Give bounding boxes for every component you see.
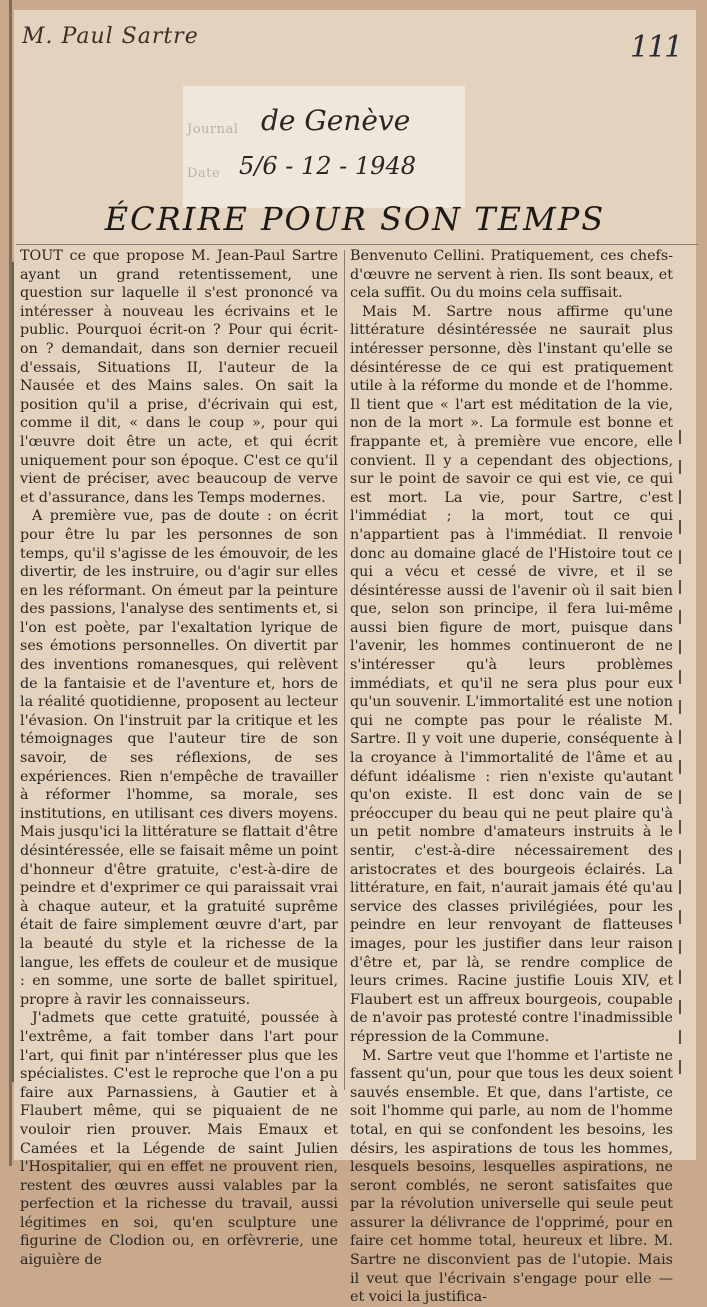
paragraph: M. Sartre veut que l'homme et l'artiste ne fassent qu'un, pour que tous les deux soient sauvés ensemble. Et que, dans l'artiste, ce soit l'homme qui parle, au nom de l'homme total, en qui se confondent les besoins, les désirs, les aspirations de tous les hommes, lesquels besoins, lesquelles aspirations, ne seront comblés, ne seront satisfaites que par la révolution universelle qui seule peut assurer la délivrance de l'opprimé, pour en faire cet homme total, heureux et libre. M. Sartre ne disconvient pas de l'utopie. Mais il veut que l'écrivain s'engage pour elle — et voici la justifica-: [350, 1047, 673, 1306]
paragraph: Mais M. Sartre nous affirme qu'une littérature désintéressée ne saurait plus intéresser personne, dès l'instant qu'elle se désintéresse de ce qui est pratiquement utile à la réforme du monde et de l'homme. Il tient que « l'art est méditation de la vie, non de la mort ». La formule est bonne et frappante et, à première vue encore, elle convient. Il y a cependant des objections, sur le point de savoir ce qui est vie, ce qui est mort. La vie, pour Sartre, c'est l'immédiat ; la mort, tout ce qui n'appartient pas à l'immédiat. Il renvoie donc au domaine glacé de l'Histoire tout ce qui a vécu et cessé de vivre, et il se désintéresse aussi de l'avenir où il sait bien que, selon son principe, il fera lui-même aussi bien figure de mort, puisque dans l'avenir, les hommes continueront de ne s'intéresser qu'à leurs problèmes immédiats, et qu'il ne sera plus pour eux qu'un souvenir. L'immortalité est une notion qui ne compte pas pour le réaliste M. Sartre. Il y voit une duperie, conséquente à la croyance à l'immortalité de l'âme et au défunt idéalisme : rien n'existe qu'autant qu'on existe. Il est donc vain de se préoccuper du beau qui ne peut plaire qu'à un petit nombre d'amateurs instruits à le sentir, c'est-à-dire nécessairement des aristocrates et des bourgeois éclairés. La littérature, en fait, n'aurait jamais été qu'au service des classes privilégiées, pour les peindre en leur renvoyant de flatteuses images, pour les justifier dans leur raison d'être et, par là, se rendre complice de leurs crimes. Racine justifie Louis XIV, et Flaubert est un affreux bourgeois, coupable de n'avoir pas protesté contre l'inadmissible répression de la Commune.: [350, 303, 673, 1045]
article-headline: ÉCRIRE POUR SON TEMPS: [104, 200, 606, 238]
clipping-source-slip: [183, 86, 465, 208]
journal-name-handwritten: de Genève: [261, 104, 411, 137]
handwritten-author-note: M. Paul Sartre: [22, 24, 199, 49]
margin-bar-left: [12, 262, 14, 1082]
paragraph: Benvenuto Cellini. Pratiquement, ces chefs-d'œuvre ne servent à rien. Ils sont beaux, et cela suffit. Ou du moins cela suffisait.: [350, 248, 673, 302]
headline-rule: [16, 244, 698, 245]
date-label: Date: [187, 166, 221, 181]
article-column-2: [350, 247, 673, 1307]
paragraph: J'admets que cette gratuité, poussée à l'extrême, a fait tomber dans l'art pour l'art, qui finit par n'intéresser plus que les spécialistes. C'est le reproche que l'on a pu faire aux Parnassiens, à Gautier et à Flaubert même, qui se piquaient de ne vouloir rien prouver. Mais Emaux et Camées et la Légende de saint Julien l'Hospitalier, qui en effet ne prouvent rien, restent des œuvres aussi valables par la perfection et la richesse du travail, aussi légitimes en soi, qu'en sculpture une figurine de Clodion ou, en orfèvrerie, une aiguière de: [20, 1010, 338, 1269]
column-divider: [344, 250, 345, 1090]
date-handwritten: 5/6 - 12 - 1948: [239, 152, 416, 180]
paragraph: TOUT ce que propose M. Jean-Paul Sartre ayant un grand retentissement, une question sur laquelle il s'est prononcé va intéresser à nouveau les écrivains et le public. Pourquoi écrit-on ? Pour qui écrit-on ? demandait, dans son dernier recueil d'essais, Situations II, l'auteur de la Nausée et des Mains sales. On sait la position qu'il a prise, d'écrivain qui est, comme il dit, « dans le coup », pour qui l'œuvre doit être un acte, et qui écrit uniquement pour son époque. C'est ce qu'il vient de préciser, avec beaucoup de verve et d'assurance, dans les Temps modernes.: [20, 248, 338, 506]
journal-label: Journal: [187, 122, 239, 137]
margin-marks-right: [679, 430, 681, 1080]
article-column-1: [20, 247, 338, 1270]
handwritten-page-number: 111: [630, 30, 682, 65]
paragraph: A première vue, pas de doute : on écrit pour être lu par les personnes de son temps, qu'il s'agisse de les émouvoir, de les divertir, de les instruire, ou d'agir sur elles en les réformant. On émeut par la peinture des passions, l'analyse des sentiments et, si l'on est poète, par l'exaltation lyrique de ses émotions personnelles. On divertit par des inventions romanesques, qui relèvent de la fantaisie et de l'aventure et, hors de la réalité quotidienne, proposent au lecteur l'évasion. On l'instruit par la critique et les témoignages que l'auteur tire de son savoir, de ses réflexions, de ses expériences. Rien n'empêche de travailler à réformer l'homme, sa morale, ses institutions, en utilisant ces divers moyens. Mais jusqu'ici la littérature se flattait d'être désintéressée, elle se faisait même un point d'honneur d'être gratuite, c'est-à-dire de peindre et d'exprimer ce qui paraissait vrai à chaque auteur, et la gratuité suprême était de faire simplement œuvre d'art, par la beauté du style et la richesse de la langue, les effets de couleur et de musique : en somme, une sorte de ballet spirituel, propre à ravir les connaisseurs.: [20, 508, 338, 1008]
